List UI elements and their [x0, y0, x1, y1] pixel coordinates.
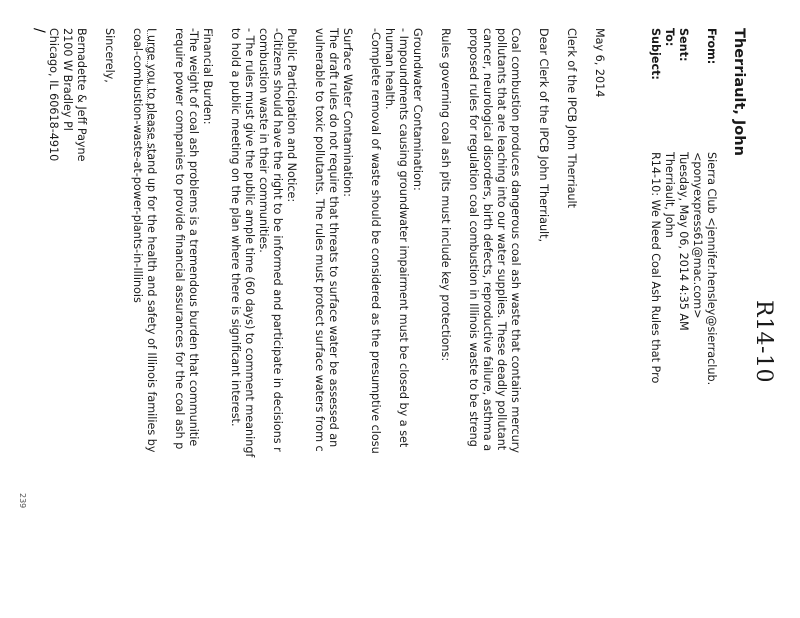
signature-city: Chicago, IL 60618-4910	[47, 28, 60, 162]
intro-line: pollutants that are leaching into our water supplies. These deadly pollutant	[495, 28, 508, 451]
dotted-link-underline	[147, 30, 148, 156]
header-label-subject: Subject:	[649, 28, 662, 80]
closing: Sincerely,	[103, 28, 116, 83]
intro-line: proposed rules for regulation coal combustion in Illinois waste to be streng	[467, 28, 480, 447]
surface-heading: Surface Water Contamination:	[341, 28, 354, 197]
financial-heading: Financial Burden:	[201, 28, 214, 125]
key-protections-line: Rules governing coal ash pits must include key protections:	[439, 28, 452, 362]
closing-paragraph-line: I urge you to please stand up for the health and safety of Illinois families by	[145, 28, 158, 453]
public-line: to hold a public meeting on the plan where there is significant interest.	[229, 28, 242, 427]
header-label-from: From:	[705, 28, 718, 65]
surface-line: vulnerable to toxic pollutants. The rules must protect surface waters from c	[313, 28, 326, 452]
signature-mark: /	[31, 28, 47, 33]
public-line: - The rules must give the public ample time (60 days) to comment meaningf	[243, 28, 256, 458]
header-label-to: To:	[663, 28, 676, 47]
header-value-to: Therriault, John	[663, 152, 676, 238]
header-value-subject: R14-10: We Need Coal Ash Rules that Pro	[649, 152, 662, 384]
header-value-email: <ponyexpress61@mac.com>	[691, 152, 704, 319]
groundwater-line: human health.	[383, 28, 396, 110]
header-label-sent: Sent:	[677, 28, 690, 62]
letter-date: May 6, 2014	[593, 28, 606, 98]
letter-recipient: Clerk of the IPCB John Therriault	[565, 28, 578, 209]
financial-line: require power companies to provide financial assurances for the coal ash p	[173, 28, 186, 450]
header-value-sent: Tuesday, May 06, 2014 4:35 AM	[677, 152, 690, 331]
letter-salutation: Dear Clerk of the IPCB John Therriault,	[537, 28, 550, 243]
header-value-from: Sierra Club <jennifer.hensley@sierraclub.	[705, 152, 718, 386]
author-name: Therriault, John	[731, 28, 747, 156]
groundwater-line: -Complete removal of waste should be considered as the presumptive closu	[369, 28, 382, 454]
closing-paragraph-line: coal-combustion-waste-at-power-plants-in-Illinois	[131, 28, 144, 303]
signature-address: 2100 W Bradley Pl	[61, 28, 74, 131]
groundwater-heading: Groundwater Contamination:	[411, 28, 424, 191]
public-line: -Citizens should have the right to be informed and participate in decisions r	[271, 28, 284, 452]
public-heading: Public Participation and Notice:	[285, 28, 298, 203]
groundwater-line: - Impoundments causing groundwater impairment must be closed by a set	[397, 28, 410, 448]
intro-line: cancer, neurological disorders, birth defects, reproductive failure, asthma a	[481, 28, 494, 452]
public-line: combustion waste in their communities.	[257, 28, 270, 253]
signature-name: Bernadette & Jeff Payne	[75, 28, 88, 162]
surface-line: The draft rules do not require that threats to surface water be assessed an	[327, 28, 340, 448]
page-number: 239	[18, 493, 27, 509]
financial-line: -The weight of coal ash problems is a tremendous burden that communitie	[187, 28, 200, 447]
doc-number: R14-10	[751, 300, 776, 383]
intro-line: Coal combustion produces dangerous coal ash waste that contains mercury	[509, 28, 522, 453]
